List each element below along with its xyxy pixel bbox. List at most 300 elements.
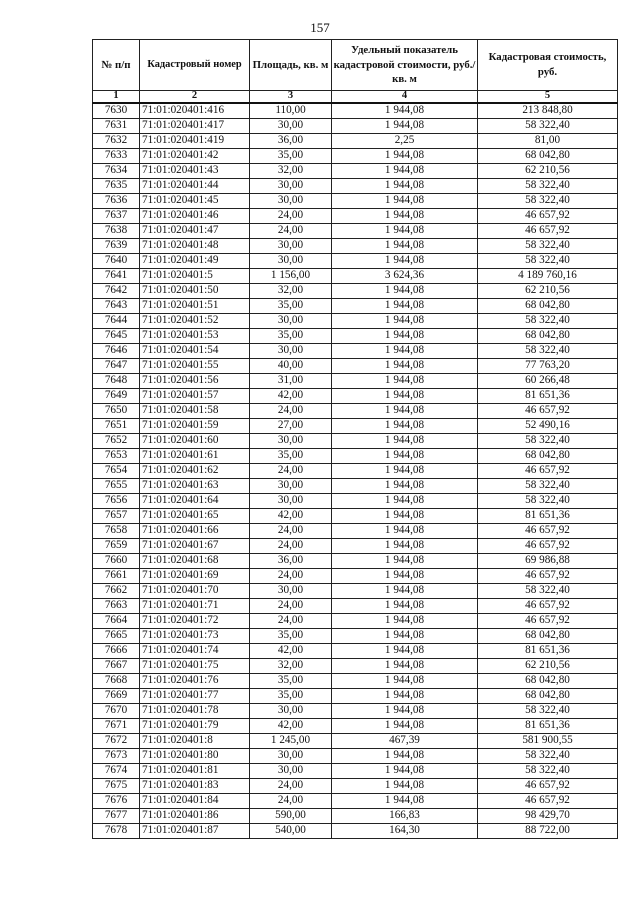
cell-cadastral-number: 71:01:020401:42	[140, 149, 250, 164]
cell-row-number: 7643	[93, 299, 140, 314]
table-row	[93, 704, 618, 719]
cell-area: 32,00	[250, 164, 332, 179]
cell-cadastral-value: 81 651,36	[478, 389, 618, 404]
table-row	[93, 419, 618, 434]
cell-cadastral-value: 58 322,40	[478, 479, 618, 494]
cell-cadastral-value: 69 986,88	[478, 554, 618, 569]
cell-cadastral-value: 81 651,36	[478, 644, 618, 659]
table-row	[93, 239, 618, 254]
cell-cadastral-value: 46 657,92	[478, 224, 618, 239]
cell-cadastral-value: 58 322,40	[478, 254, 618, 269]
cell-specific-value: 1 944,08	[332, 284, 478, 299]
cell-row-number: 7668	[93, 674, 140, 689]
cell-row-number: 7641	[93, 269, 140, 284]
cell-area: 24,00	[250, 524, 332, 539]
cell-area: 24,00	[250, 599, 332, 614]
cell-area: 1 245,00	[250, 734, 332, 749]
cell-row-number: 7676	[93, 794, 140, 809]
cell-cadastral-number: 71:01:020401:416	[140, 103, 250, 119]
cell-area: 35,00	[250, 449, 332, 464]
cell-cadastral-number: 71:01:020401:44	[140, 179, 250, 194]
table-row	[93, 299, 618, 314]
cell-row-number: 7635	[93, 179, 140, 194]
table-row	[93, 599, 618, 614]
table-row	[93, 794, 618, 809]
cell-cadastral-value: 46 657,92	[478, 524, 618, 539]
cell-area: 27,00	[250, 419, 332, 434]
table-row	[93, 134, 618, 149]
cell-cadastral-value: 46 657,92	[478, 209, 618, 224]
cell-cadastral-number: 71:01:020401:78	[140, 704, 250, 719]
cell-area: 30,00	[250, 119, 332, 134]
cell-cadastral-number: 71:01:020401:60	[140, 434, 250, 449]
cell-cadastral-value: 62 210,56	[478, 659, 618, 674]
cell-row-number: 7660	[93, 554, 140, 569]
cell-area: 30,00	[250, 749, 332, 764]
cell-specific-value: 1 944,08	[332, 239, 478, 254]
cell-area: 30,00	[250, 179, 332, 194]
cell-cadastral-value: 4 189 760,16	[478, 269, 618, 284]
cell-cadastral-number: 71:01:020401:63	[140, 479, 250, 494]
cell-specific-value: 1 944,08	[332, 779, 478, 794]
column-number: 2	[140, 91, 250, 104]
cell-area: 30,00	[250, 239, 332, 254]
cell-area: 24,00	[250, 404, 332, 419]
cell-row-number: 7638	[93, 224, 140, 239]
cell-cadastral-value: 58 322,40	[478, 584, 618, 599]
cell-cadastral-value: 46 657,92	[478, 404, 618, 419]
column-number-row	[93, 91, 618, 104]
cell-cadastral-number: 71:01:020401:54	[140, 344, 250, 359]
cell-cadastral-number: 71:01:020401:53	[140, 329, 250, 344]
cell-area: 36,00	[250, 134, 332, 149]
cell-row-number: 7666	[93, 644, 140, 659]
cell-cadastral-number: 71:01:020401:51	[140, 299, 250, 314]
table-row	[93, 734, 618, 749]
table-row	[93, 689, 618, 704]
cell-row-number: 7673	[93, 749, 140, 764]
cell-specific-value: 467,39	[332, 734, 478, 749]
cell-area: 42,00	[250, 389, 332, 404]
cell-row-number: 7637	[93, 209, 140, 224]
cell-row-number: 7645	[93, 329, 140, 344]
cell-area: 110,00	[250, 103, 332, 119]
cell-cadastral-value: 68 042,80	[478, 629, 618, 644]
cell-row-number: 7655	[93, 479, 140, 494]
cell-cadastral-value: 58 322,40	[478, 494, 618, 509]
cell-cadastral-number: 71:01:020401:74	[140, 644, 250, 659]
cell-area: 35,00	[250, 629, 332, 644]
cell-specific-value: 1 944,08	[332, 524, 478, 539]
table-row	[93, 779, 618, 794]
cell-cadastral-number: 71:01:020401:65	[140, 509, 250, 524]
cell-row-number: 7658	[93, 524, 140, 539]
header-specific-value: Удельный показатель кадастровой стоимости, руб./кв. м	[332, 40, 478, 91]
table-row	[93, 764, 618, 779]
cell-cadastral-number: 71:01:020401:86	[140, 809, 250, 824]
cell-area: 42,00	[250, 509, 332, 524]
table-row	[93, 434, 618, 449]
cell-cadastral-number: 71:01:020401:52	[140, 314, 250, 329]
cell-row-number: 7644	[93, 314, 140, 329]
cell-area: 24,00	[250, 794, 332, 809]
cell-cadastral-number: 71:01:020401:80	[140, 749, 250, 764]
cadastral-value-table	[92, 39, 618, 839]
cell-cadastral-value: 81 651,36	[478, 719, 618, 734]
table-row	[93, 509, 618, 524]
cell-specific-value: 1 944,08	[332, 794, 478, 809]
cell-specific-value: 1 944,08	[332, 479, 478, 494]
cell-cadastral-number: 71:01:020401:84	[140, 794, 250, 809]
cell-area: 30,00	[250, 479, 332, 494]
cell-cadastral-number: 71:01:020401:47	[140, 224, 250, 239]
header-row-number: № п/п	[93, 40, 140, 91]
cell-specific-value: 1 944,08	[332, 569, 478, 584]
cell-cadastral-value: 62 210,56	[478, 164, 618, 179]
cell-specific-value: 1 944,08	[332, 344, 478, 359]
table-row	[93, 479, 618, 494]
table-row	[93, 209, 618, 224]
cell-row-number: 7630	[93, 103, 140, 119]
cell-cadastral-value: 77 763,20	[478, 359, 618, 374]
cell-specific-value: 1 944,08	[332, 299, 478, 314]
table-row	[93, 103, 618, 119]
cell-cadastral-value: 60 266,48	[478, 374, 618, 389]
cell-cadastral-value: 81 651,36	[478, 509, 618, 524]
cell-specific-value: 1 944,08	[332, 103, 478, 119]
cell-cadastral-value: 213 848,80	[478, 103, 618, 119]
cell-cadastral-number: 71:01:020401:57	[140, 389, 250, 404]
cell-area: 35,00	[250, 149, 332, 164]
cell-cadastral-number: 71:01:020401:64	[140, 494, 250, 509]
cell-area: 590,00	[250, 809, 332, 824]
cell-row-number: 7649	[93, 389, 140, 404]
cell-area: 24,00	[250, 539, 332, 554]
table-row	[93, 749, 618, 764]
table-row	[93, 344, 618, 359]
table-row	[93, 119, 618, 134]
table-row	[93, 644, 618, 659]
cell-cadastral-number: 71:01:020401:48	[140, 239, 250, 254]
cell-cadastral-value: 46 657,92	[478, 539, 618, 554]
cell-specific-value: 166,83	[332, 809, 478, 824]
cell-area: 30,00	[250, 704, 332, 719]
column-number: 3	[250, 91, 332, 104]
cell-row-number: 7677	[93, 809, 140, 824]
cell-cadastral-number: 71:01:020401:71	[140, 599, 250, 614]
column-number: 5	[478, 91, 618, 104]
cell-cadastral-value: 58 322,40	[478, 194, 618, 209]
cell-area: 30,00	[250, 314, 332, 329]
cell-cadastral-number: 71:01:020401:61	[140, 449, 250, 464]
cell-row-number: 7639	[93, 239, 140, 254]
cell-specific-value: 1 944,08	[332, 629, 478, 644]
cell-specific-value: 1 944,08	[332, 254, 478, 269]
cell-cadastral-number: 71:01:020401:8	[140, 734, 250, 749]
cell-area: 36,00	[250, 554, 332, 569]
cell-specific-value: 1 944,08	[332, 314, 478, 329]
cell-specific-value: 1 944,08	[332, 164, 478, 179]
table-body	[93, 103, 618, 839]
cell-area: 24,00	[250, 614, 332, 629]
cell-row-number: 7663	[93, 599, 140, 614]
cell-cadastral-number: 71:01:020401:66	[140, 524, 250, 539]
cell-area: 24,00	[250, 464, 332, 479]
table-row	[93, 824, 618, 839]
cell-cadastral-number: 71:01:020401:75	[140, 659, 250, 674]
table-row	[93, 569, 618, 584]
cell-row-number: 7669	[93, 689, 140, 704]
cell-specific-value: 1 944,08	[332, 704, 478, 719]
cell-area: 24,00	[250, 779, 332, 794]
cell-cadastral-value: 68 042,80	[478, 299, 618, 314]
table-row	[93, 149, 618, 164]
cell-cadastral-value: 52 490,16	[478, 419, 618, 434]
cell-specific-value: 1 944,08	[332, 764, 478, 779]
cell-cadastral-number: 71:01:020401:58	[140, 404, 250, 419]
cell-specific-value: 1 944,08	[332, 389, 478, 404]
cell-row-number: 7664	[93, 614, 140, 629]
cell-row-number: 7654	[93, 464, 140, 479]
table-row	[93, 659, 618, 674]
cell-specific-value: 1 944,08	[332, 119, 478, 134]
cell-row-number: 7674	[93, 764, 140, 779]
cell-row-number: 7642	[93, 284, 140, 299]
table-header-row	[93, 40, 618, 91]
header-cadastral-number: Кадастровый номер	[140, 40, 250, 91]
cell-cadastral-value: 58 322,40	[478, 764, 618, 779]
table-row	[93, 389, 618, 404]
cell-row-number: 7632	[93, 134, 140, 149]
cell-row-number: 7650	[93, 404, 140, 419]
cell-specific-value: 1 944,08	[332, 404, 478, 419]
cell-specific-value: 1 944,08	[332, 329, 478, 344]
cell-cadastral-value: 68 042,80	[478, 149, 618, 164]
cell-cadastral-value: 46 657,92	[478, 464, 618, 479]
cell-area: 32,00	[250, 284, 332, 299]
cell-cadastral-value: 58 322,40	[478, 344, 618, 359]
cell-area: 24,00	[250, 569, 332, 584]
cell-row-number: 7675	[93, 779, 140, 794]
cell-specific-value: 1 944,08	[332, 179, 478, 194]
table-row	[93, 224, 618, 239]
header-cadastral-value: Кадастровая стоимость, руб.	[478, 40, 618, 91]
cell-specific-value: 1 944,08	[332, 659, 478, 674]
cell-cadastral-number: 71:01:020401:56	[140, 374, 250, 389]
cell-specific-value: 164,30	[332, 824, 478, 839]
cell-area: 42,00	[250, 719, 332, 734]
cell-cadastral-number: 71:01:020401:83	[140, 779, 250, 794]
cell-cadastral-number: 71:01:020401:81	[140, 764, 250, 779]
cell-cadastral-value: 58 322,40	[478, 704, 618, 719]
cell-specific-value: 1 944,08	[332, 584, 478, 599]
cell-specific-value: 3 624,36	[332, 269, 478, 284]
cell-cadastral-number: 71:01:020401:46	[140, 209, 250, 224]
table-row	[93, 629, 618, 644]
table-row	[93, 179, 618, 194]
cell-cadastral-value: 58 322,40	[478, 314, 618, 329]
cell-area: 30,00	[250, 584, 332, 599]
cell-row-number: 7671	[93, 719, 140, 734]
cell-cadastral-value: 58 322,40	[478, 434, 618, 449]
column-number: 4	[332, 91, 478, 104]
cell-row-number: 7636	[93, 194, 140, 209]
cell-row-number: 7670	[93, 704, 140, 719]
cell-row-number: 7661	[93, 569, 140, 584]
cell-cadastral-number: 71:01:020401:5	[140, 269, 250, 284]
cell-specific-value: 1 944,08	[332, 449, 478, 464]
table-row	[93, 464, 618, 479]
cell-area: 35,00	[250, 329, 332, 344]
cell-specific-value: 1 944,08	[332, 494, 478, 509]
cell-specific-value: 1 944,08	[332, 749, 478, 764]
cell-cadastral-number: 71:01:020401:87	[140, 824, 250, 839]
cell-area: 40,00	[250, 359, 332, 374]
cell-cadastral-number: 71:01:020401:69	[140, 569, 250, 584]
cell-area: 30,00	[250, 194, 332, 209]
cell-row-number: 7659	[93, 539, 140, 554]
column-number: 1	[93, 91, 140, 104]
cell-specific-value: 1 944,08	[332, 509, 478, 524]
cell-cadastral-number: 71:01:020401:70	[140, 584, 250, 599]
cell-row-number: 7665	[93, 629, 140, 644]
cell-cadastral-number: 71:01:020401:417	[140, 119, 250, 134]
cell-area: 30,00	[250, 764, 332, 779]
cell-cadastral-value: 46 657,92	[478, 569, 618, 584]
cell-specific-value: 1 944,08	[332, 644, 478, 659]
header-area: Площадь, кв. м	[250, 40, 332, 91]
cell-row-number: 7657	[93, 509, 140, 524]
table-row	[93, 314, 618, 329]
cell-cadastral-value: 62 210,56	[478, 284, 618, 299]
cell-cadastral-number: 71:01:020401:50	[140, 284, 250, 299]
cell-row-number: 7648	[93, 374, 140, 389]
cell-area: 30,00	[250, 254, 332, 269]
cell-row-number: 7640	[93, 254, 140, 269]
cell-cadastral-value: 98 429,70	[478, 809, 618, 824]
cell-specific-value: 1 944,08	[332, 434, 478, 449]
cell-specific-value: 1 944,08	[332, 359, 478, 374]
cell-cadastral-value: 68 042,80	[478, 449, 618, 464]
table-row	[93, 719, 618, 734]
cell-specific-value: 1 944,08	[332, 194, 478, 209]
cell-area: 30,00	[250, 434, 332, 449]
cell-cadastral-number: 71:01:020401:73	[140, 629, 250, 644]
cell-area: 30,00	[250, 344, 332, 359]
cell-cadastral-number: 71:01:020401:68	[140, 554, 250, 569]
cell-specific-value: 1 944,08	[332, 719, 478, 734]
cell-cadastral-value: 46 657,92	[478, 794, 618, 809]
cell-area: 31,00	[250, 374, 332, 389]
table-row	[93, 329, 618, 344]
table-row	[93, 269, 618, 284]
cell-specific-value: 1 944,08	[332, 374, 478, 389]
cell-specific-value: 1 944,08	[332, 224, 478, 239]
table-row	[93, 449, 618, 464]
table-row	[93, 674, 618, 689]
cell-specific-value: 1 944,08	[332, 614, 478, 629]
cell-cadastral-number: 71:01:020401:79	[140, 719, 250, 734]
cell-row-number: 7647	[93, 359, 140, 374]
cell-cadastral-value: 46 657,92	[478, 599, 618, 614]
cell-cadastral-value: 581 900,55	[478, 734, 618, 749]
cell-row-number: 7662	[93, 584, 140, 599]
cell-row-number: 7672	[93, 734, 140, 749]
table-row	[93, 194, 618, 209]
cell-specific-value: 1 944,08	[332, 599, 478, 614]
table-row	[93, 374, 618, 389]
cell-cadastral-value: 88 722,00	[478, 824, 618, 839]
table-row	[93, 524, 618, 539]
cell-row-number: 7633	[93, 149, 140, 164]
cell-cadastral-number: 71:01:020401:43	[140, 164, 250, 179]
cell-specific-value: 1 944,08	[332, 149, 478, 164]
cell-cadastral-number: 71:01:020401:55	[140, 359, 250, 374]
cell-specific-value: 1 944,08	[332, 554, 478, 569]
table-row	[93, 554, 618, 569]
table-row	[93, 809, 618, 824]
cell-cadastral-value: 46 657,92	[478, 779, 618, 794]
cell-row-number: 7631	[93, 119, 140, 134]
cell-cadastral-value: 68 042,80	[478, 689, 618, 704]
table-row	[93, 614, 618, 629]
cell-row-number: 7652	[93, 434, 140, 449]
table-row	[93, 164, 618, 179]
cell-specific-value: 1 944,08	[332, 419, 478, 434]
cell-cadastral-number: 71:01:020401:67	[140, 539, 250, 554]
cell-cadastral-number: 71:01:020401:45	[140, 194, 250, 209]
cell-cadastral-value: 58 322,40	[478, 239, 618, 254]
cell-cadastral-number: 71:01:020401:72	[140, 614, 250, 629]
table-row	[93, 539, 618, 554]
cell-specific-value: 1 944,08	[332, 539, 478, 554]
page-number: 157	[310, 20, 330, 35]
cell-row-number: 7646	[93, 344, 140, 359]
cell-specific-value: 1 944,08	[332, 689, 478, 704]
cell-specific-value: 1 944,08	[332, 209, 478, 224]
table-row	[93, 254, 618, 269]
cell-specific-value: 1 944,08	[332, 674, 478, 689]
cell-cadastral-number: 71:01:020401:62	[140, 464, 250, 479]
table-row	[93, 404, 618, 419]
cell-cadastral-value: 58 322,40	[478, 119, 618, 134]
cell-specific-value: 2,25	[332, 134, 478, 149]
cell-area: 24,00	[250, 224, 332, 239]
table-row	[93, 584, 618, 599]
cell-row-number: 7651	[93, 419, 140, 434]
cell-row-number: 7653	[93, 449, 140, 464]
cell-area: 32,00	[250, 659, 332, 674]
cell-specific-value: 1 944,08	[332, 464, 478, 479]
cell-cadastral-number: 71:01:020401:76	[140, 674, 250, 689]
cell-cadastral-number: 71:01:020401:419	[140, 134, 250, 149]
cell-row-number: 7667	[93, 659, 140, 674]
cell-cadastral-number: 71:01:020401:49	[140, 254, 250, 269]
cell-row-number: 7678	[93, 824, 140, 839]
table-row	[93, 494, 618, 509]
cell-cadastral-value: 58 322,40	[478, 749, 618, 764]
cell-cadastral-value: 58 322,40	[478, 179, 618, 194]
cell-cadastral-value: 68 042,80	[478, 674, 618, 689]
cell-cadastral-value: 68 042,80	[478, 329, 618, 344]
cell-cadastral-number: 71:01:020401:77	[140, 689, 250, 704]
cell-area: 540,00	[250, 824, 332, 839]
cell-cadastral-value: 46 657,92	[478, 614, 618, 629]
cell-area: 35,00	[250, 674, 332, 689]
cell-area: 35,00	[250, 299, 332, 314]
cell-area: 24,00	[250, 209, 332, 224]
cell-cadastral-number: 71:01:020401:59	[140, 419, 250, 434]
